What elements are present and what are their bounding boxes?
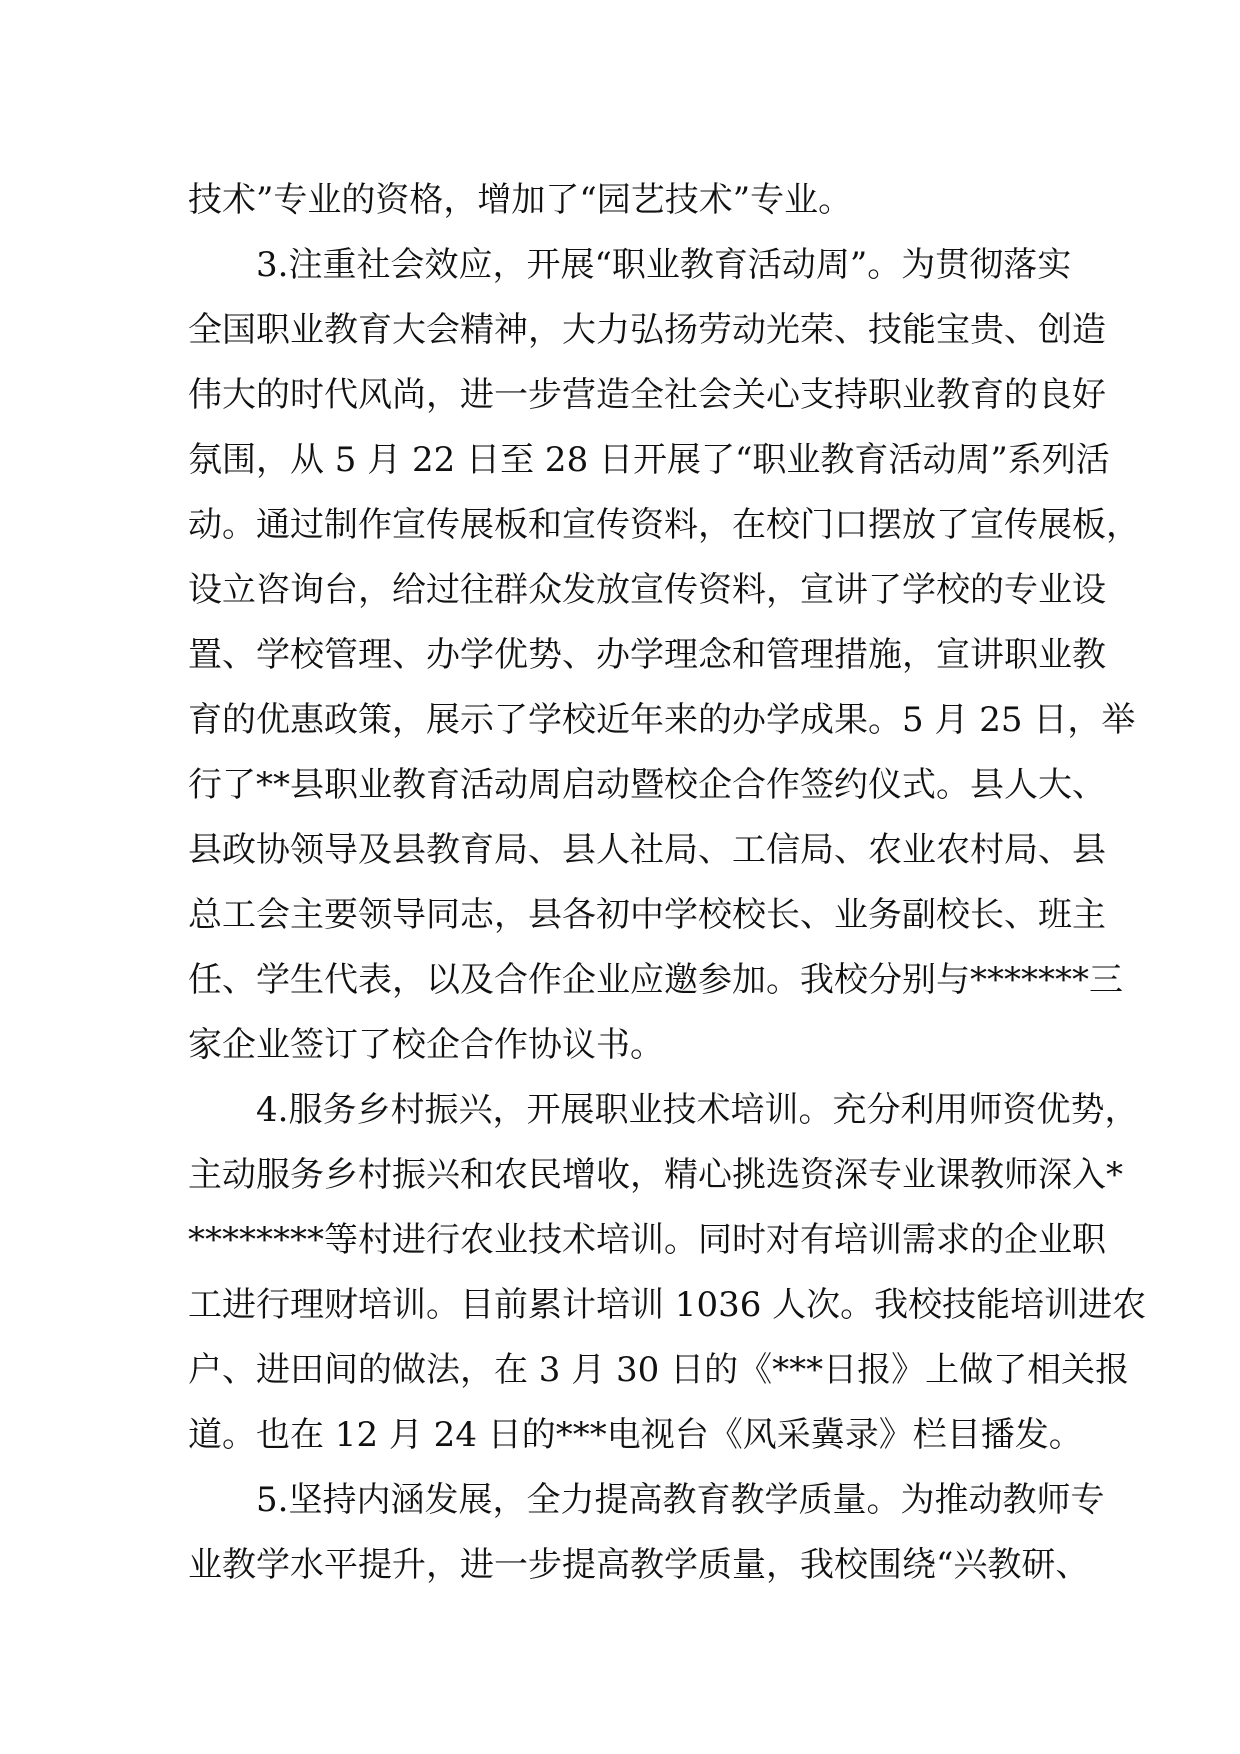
text-line: 户、进田间的做法，在 3 月 30 日的《***日报》上做了相关报	[188, 1350, 1130, 1390]
text-line: 道。也在 12 月 24 日的***电视台《风采冀录》栏目播发。	[188, 1415, 1083, 1455]
text-line: 主动服务乡村振兴和农民增收，精心挑选资深专业课教师深入*	[188, 1155, 1123, 1195]
paragraph-heading-3: 3.注重社会效应，开展“职业教育活动周”。为贯彻落实	[256, 245, 1072, 285]
paragraph-heading-5: 5.坚持内涵发展，全力提高教育教学质量。为推动教师专	[256, 1480, 1105, 1520]
text-line: 行了**县职业教育活动周启动暨校企合作签约仪式。县人大、	[188, 765, 1106, 805]
text-line: 置、学校管理、办学优势、办学理念和管理措施，宣讲职业教	[188, 635, 1106, 675]
text-line: 任、学生代表，以及合作企业应邀参加。我校分别与*******三	[188, 960, 1123, 1000]
text-line: 总工会主要领导同志，县各初中学校校长、业务副校长、班主	[188, 895, 1106, 935]
text-line: 业教学水平提升，进一步提高教学质量，我校围绕“兴教研、	[188, 1545, 1090, 1585]
text-line: 育的优惠政策，展示了学校近年来的办学成果。5 月 25 日，举	[188, 700, 1136, 740]
text-line: 县政协领导及县教育局、县人社局、工信局、农业农村局、县	[188, 830, 1106, 870]
text-line: 氛围，从 5 月 22 日至 28 日开展了“职业教育活动周”系列活	[188, 440, 1110, 480]
text-line: 工进行理财培训。目前累计培训 1036 人次。我校技能培训进农	[188, 1285, 1147, 1325]
text-line: 伟大的时代风尚，进一步营造全社会关心支持职业教育的良好	[188, 375, 1106, 415]
document-body	[188, 168, 1147, 1598]
paragraph-heading-4: 4.服务乡村振兴，开展职业技术培训。充分利用师资优势，	[256, 1090, 1139, 1130]
text-line: 全国职业教育大会精神，大力弘扬劳动光荣、技能宝贵、创造	[188, 310, 1106, 350]
text-line: 技术”专业的资格，增加了“园艺技术”专业。	[188, 180, 853, 220]
text-line: 动。通过制作宣传展板和宣传资料，在校门口摆放了宣传展板，	[188, 505, 1140, 545]
text-line: ********等村进行农业技术培训。同时对有培训需求的企业职	[188, 1220, 1106, 1260]
text-line: 设立咨询台，给过往群众发放宣传资料，宣讲了学校的专业设	[188, 570, 1106, 610]
text-line: 家企业签订了校企合作协议书。	[188, 1025, 664, 1065]
